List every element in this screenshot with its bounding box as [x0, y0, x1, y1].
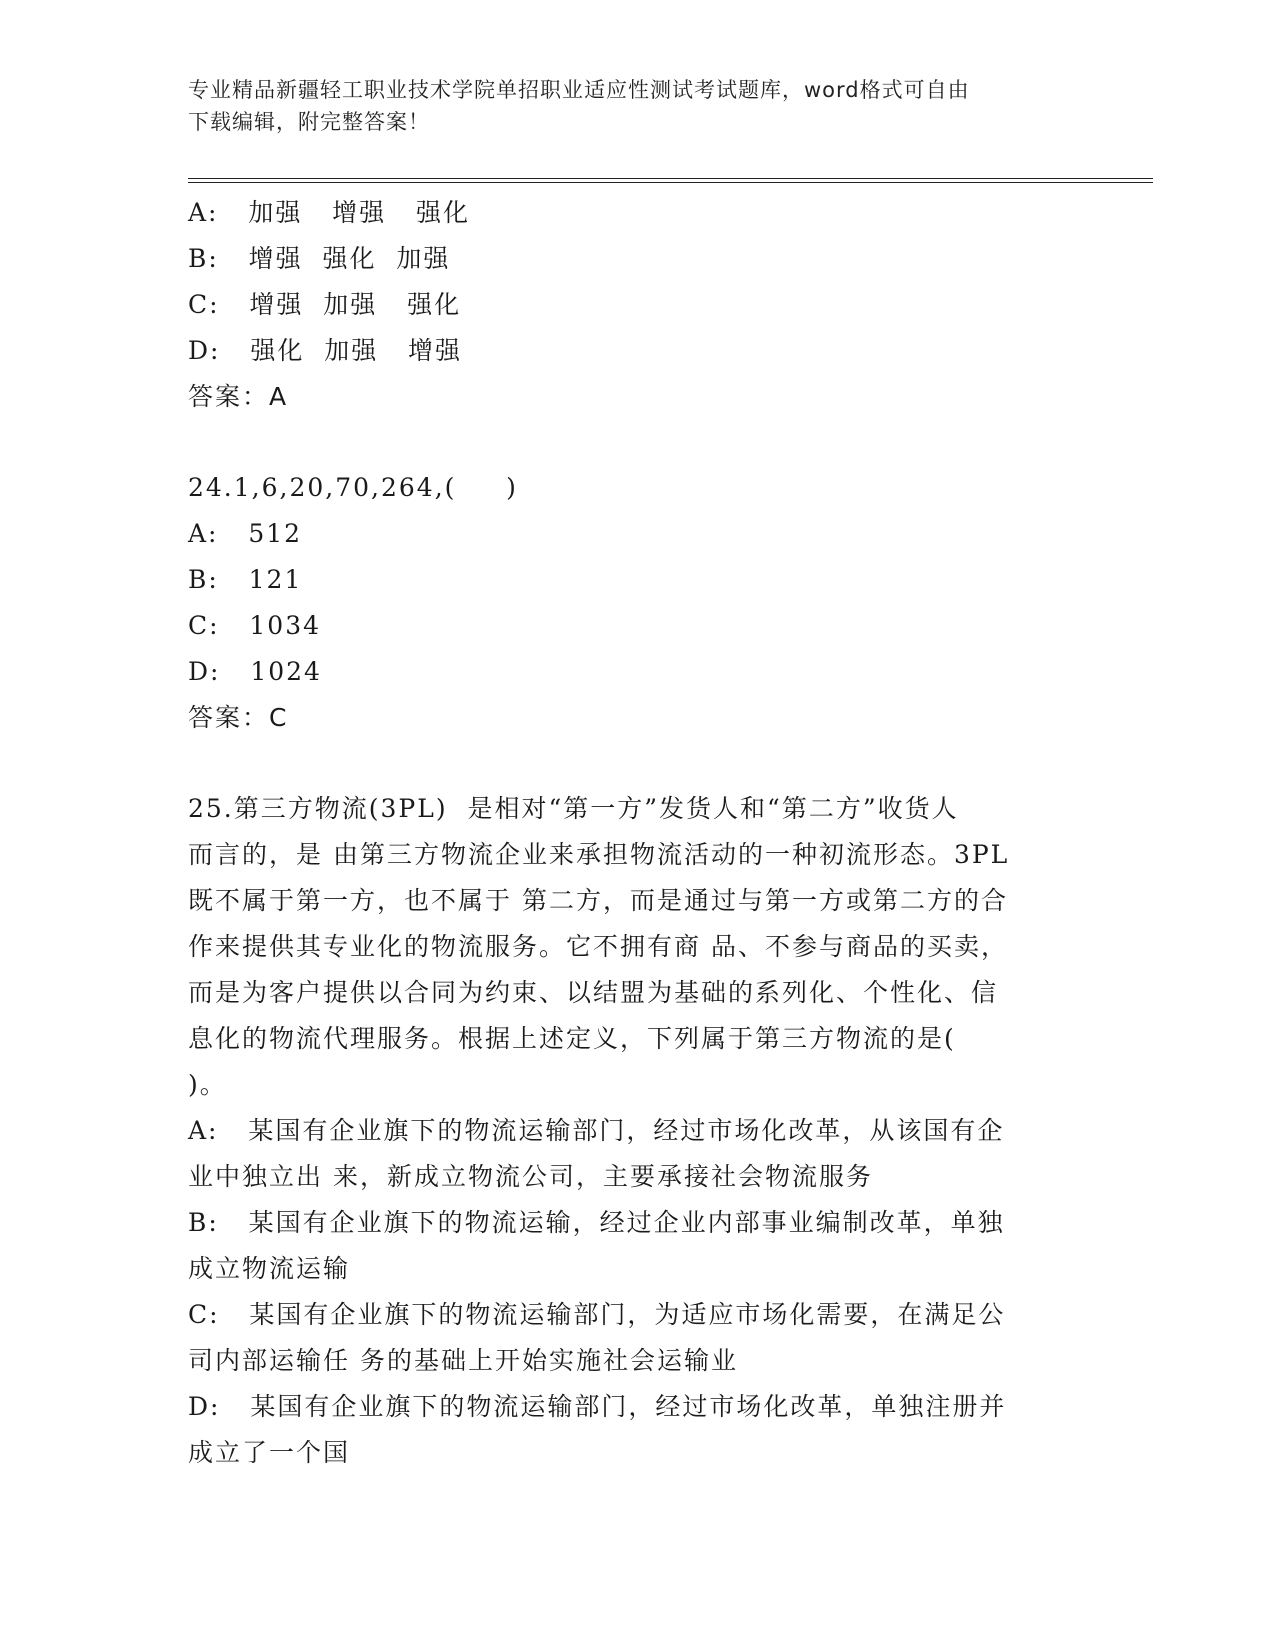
- option-b: B: 增强 强化 加强: [188, 244, 451, 273]
- option-d: D: 某国有企业旗下的物流运输部门，经过市场化改革，单独注册并: [188, 1392, 1007, 1421]
- option-d: D: 强化 加强 增强: [188, 336, 463, 365]
- page-header: [188, 74, 1068, 138]
- question-23: [188, 190, 1068, 420]
- option-a-continued: 业中独立出 来，新成立物流公司，主要承接社会物流服务: [188, 1162, 873, 1191]
- question-stem-line: 而是为客户提供以合同为约束、以结盟为基础的系列化、个性化、信: [188, 978, 999, 1007]
- question-content: [188, 190, 1068, 1476]
- header-line-1: 专业精品新疆轻工职业技术学院单招职业适应性测试考试题库，word格式可自由: [188, 78, 970, 102]
- header-line-2: 下载编辑，附完整答案！: [188, 110, 430, 134]
- answer: 答案：A: [188, 382, 289, 411]
- option-c: C: 某国有企业旗下的物流运输部门，为适应市场化需要，在满足公: [188, 1300, 1006, 1329]
- question-stem-line: )。: [188, 1070, 227, 1099]
- question-stem-line: 25.第三方物流(3PL) 是相对“第一方”发货人和“第二方”收货人: [188, 794, 959, 823]
- option-a: A: 某国有企业旗下的物流运输部门，经过市场化改革，从该国有企: [188, 1116, 1005, 1145]
- answer: 答案：C: [188, 703, 289, 732]
- option-b-continued: 成立物流运输: [188, 1254, 351, 1283]
- option-b: B: 某国有企业旗下的物流运输，经过企业内部事业编制改革，单独: [188, 1208, 1005, 1237]
- option-c-continued: 司内部运输任 务的基础上开始实施社会运输业: [188, 1346, 738, 1375]
- question-24: [188, 465, 1068, 741]
- header-divider-top: [188, 178, 1153, 179]
- option-b: B: 121: [188, 565, 303, 594]
- option-c: C: 增强 加强 强化: [188, 290, 462, 319]
- question-stem-line: 既不属于第一方，也不属于 第二方，而是通过与第一方或第二方的合: [188, 886, 1008, 915]
- question-25: [188, 786, 1068, 1476]
- question-stem-line: 而言的，是 由第三方物流企业来承担物流活动的一种初流形态。3PL: [188, 840, 1010, 869]
- header-divider-bottom: [188, 182, 1153, 183]
- option-d: D: 1024: [188, 657, 322, 686]
- question-stem-line: 作来提供其专业化的物流服务。它不拥有商 品、不参与商品的买卖，: [188, 932, 1008, 961]
- option-d-continued: 成立了一个国: [188, 1438, 351, 1467]
- option-a: A: 512: [188, 519, 303, 548]
- question-stem-line: 息化的物流代理服务。根据上述定义，下列属于第三方物流的是(: [188, 1024, 956, 1053]
- option-c: C: 1034: [188, 611, 322, 640]
- question-stem: 24.1,6,20,70,264,( ): [188, 473, 518, 502]
- option-a: A: 加强 增强 强化: [188, 198, 471, 227]
